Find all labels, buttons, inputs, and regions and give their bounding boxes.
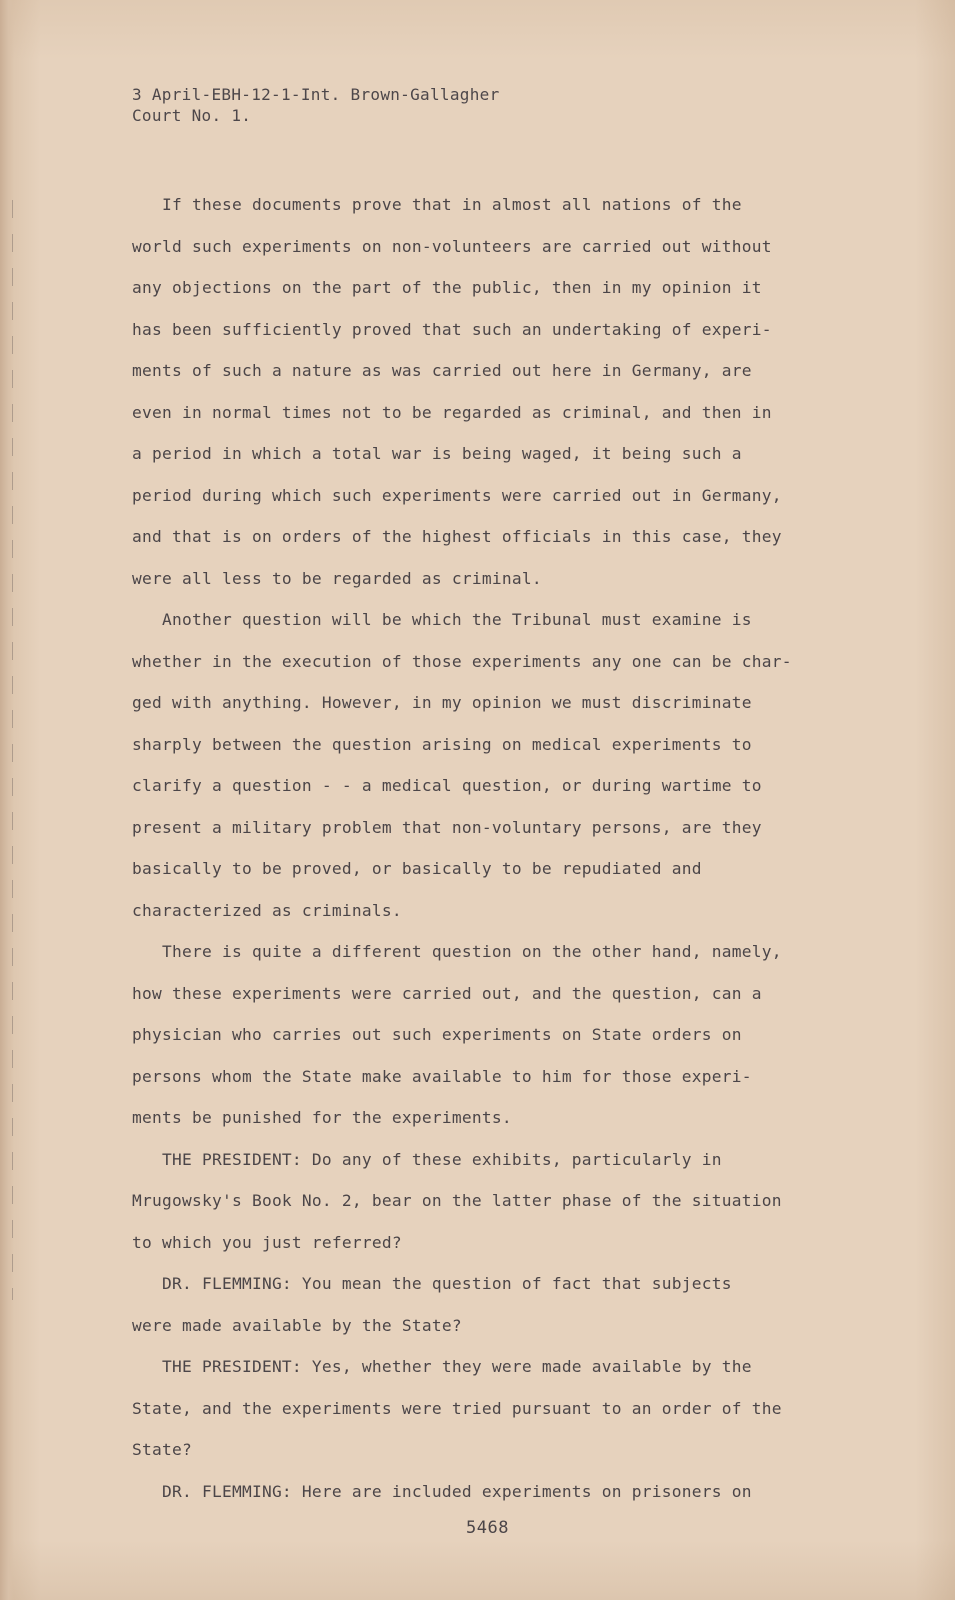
text-line: and that is on orders of the highest officials in this case, they <box>132 527 782 546</box>
transcript-body <box>132 184 822 1512</box>
text-line: DR. FLEMMING: Here are included experiments on prisoners on <box>132 1481 752 1501</box>
text-line: sharply between the question arising on medical experiments to <box>132 734 752 754</box>
page-number: 5468 <box>466 1518 509 1538</box>
document-header <box>132 84 500 126</box>
text-line: THE PRESIDENT: Do any of these exhibits, particularly in <box>132 1149 722 1169</box>
text-line: Mrugowsky's Book No. 2, bear on the latter phase of the situation <box>132 1191 782 1210</box>
paper-edge-marks <box>12 200 13 1300</box>
text-line: were made available by the State? <box>132 1315 462 1335</box>
text-line: THE PRESIDENT: Yes, whether they were made available by the <box>132 1357 752 1376</box>
text-line: There is quite a different question on the other hand, namely, <box>132 942 782 961</box>
text-line: DR. FLEMMING: You mean the question of fact that subjects <box>132 1274 732 1293</box>
text-line: basically to be proved, or basically to be repudiated and <box>132 859 702 878</box>
text-line: to which you just referred? <box>132 1232 402 1252</box>
text-line: State, and the experiments were tried pursuant to an order of the <box>132 1398 782 1418</box>
text-line: any objections on the part of the public, then in my opinion it <box>132 278 762 297</box>
header-court-line: Court No. 1. <box>132 106 252 125</box>
text-line: how these experiments were carried out, and the question, can a <box>132 983 762 1003</box>
text-line: characterized as criminals. <box>132 900 402 920</box>
text-line: ments of such a nature as was carried out here in Germany, are <box>132 361 752 380</box>
text-line: has been sufficiently proved that such an undertaking of experi- <box>132 319 772 339</box>
text-line: physician who carries out such experiments on State orders on <box>132 1025 742 1044</box>
text-line: If these documents prove that in almost all nations of the <box>132 195 742 214</box>
text-line: were all less to be regarded as criminal. <box>132 568 542 588</box>
text-line: ments be punished for the experiments. <box>132 1108 512 1127</box>
text-line: a period in which a total war is being waged, it being such a <box>132 444 742 463</box>
header-reference-line: 3 April-EBH-12-1-Int. Brown-Gallagher <box>132 85 500 104</box>
text-line: persons whom the State make available to him for those experi- <box>132 1066 752 1086</box>
text-line: whether in the execution of those experiments any one can be char- <box>132 651 792 671</box>
text-line: even in normal times not to be regarded as criminal, and then in <box>132 402 772 422</box>
text-line: period during which such experiments were carried out in Germany, <box>132 485 782 505</box>
text-line: Another question will be which the Tribunal must examine is <box>132 610 752 629</box>
text-line: ged with anything. However, in my opinion we must discriminate <box>132 693 752 712</box>
text-line: clarify a question - - a medical question, or during wartime to <box>132 776 762 795</box>
text-line: world such experiments on non-volunteers are carried out without <box>132 236 772 256</box>
text-line: State? <box>132 1440 192 1459</box>
text-line: present a military problem that non-voluntary persons, are they <box>132 817 762 837</box>
